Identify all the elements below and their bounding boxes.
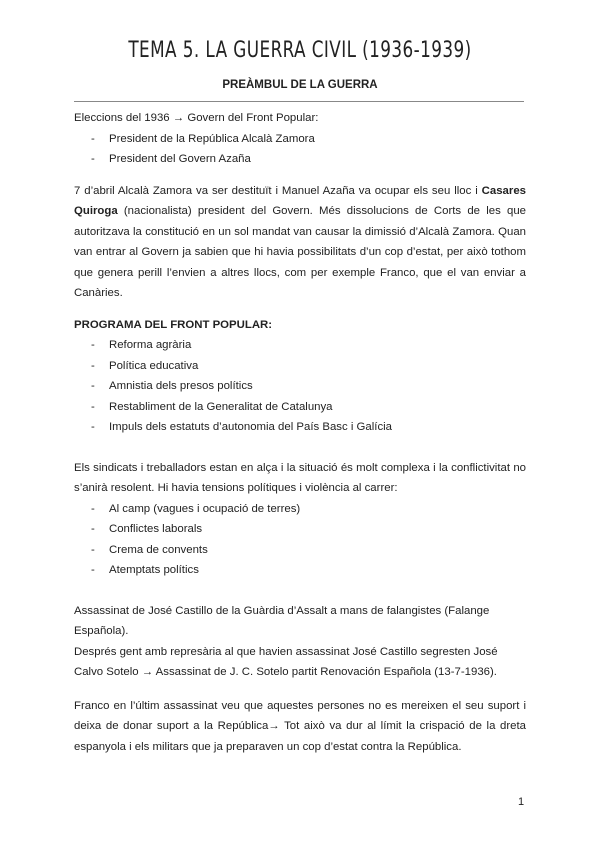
- program-heading: PROGRAMA DEL FRONT POPULAR:: [74, 318, 273, 331]
- elections-list: [74, 129, 526, 170]
- paragraph-bold-name: Casares Quiroga: [74, 184, 526, 217]
- horizontal-rule: [74, 101, 524, 102]
- paragraph-text: 7 d’abril Alcalà Zamora va ser destituït i Manuel Azaña va ocupar els seu lloc i: [74, 184, 482, 197]
- list-item: - Crema de convents: [74, 540, 526, 561]
- paragraph-text: (nacionalista) president del Govern. Més dissolucions de Corts de les que autoritzava la constitució en un sol mandat van causar la dimissió d’Alcalà Zamora. Quan van entrar al Govern ja sabien que hi havia possibilitats d’un cop d’estat, per això tothom que genera perill l’envien a altres llocs, com per exemple Franco, que el van enviar a Canàries.: [74, 205, 526, 299]
- paragraph-destitution: [74, 181, 526, 304]
- section-subtitle: PREÀMBUL DE LA GUERRA: [222, 79, 378, 91]
- list-item: - Impuls dels estatuts d’autonomia del País Basc i Galícia: [74, 417, 526, 438]
- list-item: - Atemptats polítics: [74, 560, 526, 581]
- document-body: [74, 108, 526, 757]
- list-item: - Conflictes laborals: [74, 519, 526, 540]
- elections-heading: Eleccions del 1936 → Govern del Front Popular:: [74, 112, 319, 124]
- list-item: - Reforma agrària: [74, 335, 526, 356]
- paragraph-castillo: Assassinat de José Castillo de la Guàrdia d’Assalt a mans de falangistes (Falange Española).: [74, 604, 490, 637]
- list-item: - Restabliment de la Generalitat de Catalunya: [74, 397, 526, 418]
- list-item: - Política educativa: [74, 356, 526, 377]
- program-list: [74, 335, 526, 438]
- paragraph-franco: Franco en l’últim assassinat veu que aquestes persones no es mereixen el seu suport i deixa de donar suport a la República→ Tot això va dur al límit la crispació de la dreta espanyola i els militars que ja preparaven un cop d’estat contra la República.: [74, 699, 526, 753]
- tensions-list: [74, 499, 526, 581]
- list-item: - Amnistia dels presos polítics: [74, 376, 526, 397]
- list-item: - President del Govern Azaña: [74, 149, 526, 170]
- list-item: - Al camp (vagues i ocupació de terres): [74, 499, 526, 520]
- paragraph-unions: Els sindicats i treballadors estan en alça i la situació és molt complexa i la conflictivitat no s’anirà resolent. Hi havia tensions polítiques i violència al carrer:: [74, 461, 526, 494]
- paragraph-sotelo: Després gent amb represària al que havien assassinat José Castillo segresten José Calvo Sotelo → Assassinat de J. C. Sotelo partit Renovación Española (13-7-1936).: [74, 645, 498, 678]
- page-number: 1: [518, 796, 525, 808]
- list-item: - President de la República Alcalà Zamora: [74, 129, 526, 150]
- page-title: TEMA 5. LA GUERRA CIVIL (1936-1939): [128, 38, 472, 63]
